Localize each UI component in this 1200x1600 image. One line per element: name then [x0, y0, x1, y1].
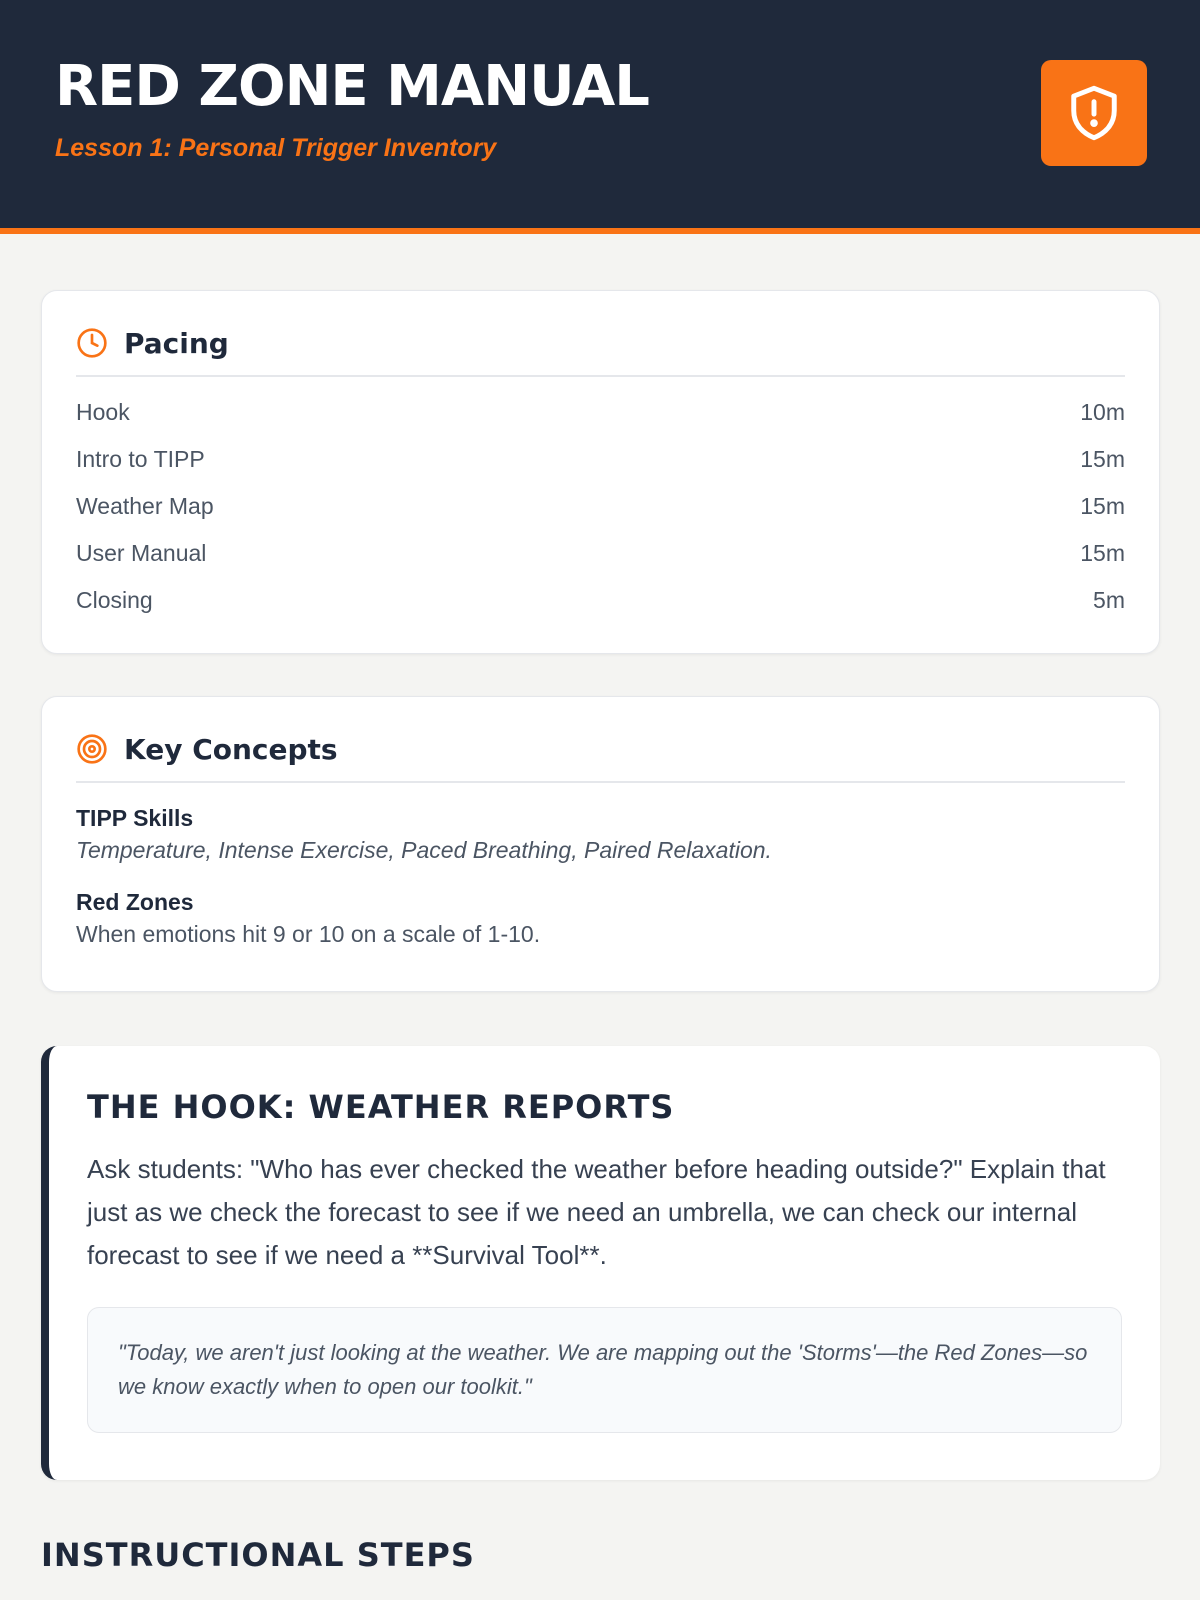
pacing-item-label: Closing — [76, 587, 153, 613]
pacing-item-label: User Manual — [76, 540, 207, 566]
concept-term: TIPP Skills — [76, 805, 194, 831]
pacing-item-time: 15m — [1080, 446, 1125, 472]
divider — [76, 781, 1125, 783]
key-concepts-card — [41, 696, 1160, 992]
list-item — [76, 577, 1125, 624]
concepts-header — [76, 731, 1125, 767]
target-icon — [76, 732, 110, 766]
list-item — [76, 389, 1125, 436]
concept-definition: When emotions hit 9 or 10 on a scale of 1-10. — [76, 921, 541, 947]
pacing-item-label: Weather Map — [76, 493, 214, 519]
pacing-item-time: 15m — [1080, 540, 1125, 566]
shield-alert-icon — [1067, 83, 1121, 143]
pacing-item-label: Intro to TIPP — [76, 446, 205, 472]
concept-item — [76, 887, 1125, 951]
concept-definition: Temperature, Intense Exercise, Paced Breathing, Paired Relaxation. — [76, 837, 772, 863]
divider — [76, 375, 1125, 377]
concept-term: Red Zones — [76, 889, 194, 915]
main-content — [0, 234, 1200, 1574]
pacing-item-time: 10m — [1080, 399, 1125, 425]
pacing-item-time: 15m — [1080, 493, 1125, 519]
hook-title: THE HOOK: WEATHER REPORTS — [87, 1088, 675, 1126]
hook-quote: "Today, we aren't just looking at the weather. We are mapping out the 'Storms'—the Red Zones—so we know exactly when to open our toolkit." — [87, 1307, 1122, 1433]
pacing-header — [76, 325, 1125, 361]
hook-card — [41, 1046, 1160, 1480]
list-item — [76, 530, 1125, 577]
concepts-title: Key Concepts — [124, 732, 338, 766]
shield-badge — [1041, 60, 1147, 166]
pacing-item-time: 5m — [1093, 587, 1125, 613]
instructional-steps-heading: INSTRUCTIONAL STEPS — [41, 1536, 475, 1574]
concept-item — [76, 803, 1125, 867]
lesson-subtitle: Lesson 1: Personal Trigger Inventory — [55, 134, 497, 162]
pacing-item-label: Hook — [76, 399, 130, 425]
page-title: RED ZONE MANUAL — [55, 54, 649, 119]
list-item — [76, 436, 1125, 483]
clock-icon — [76, 326, 110, 360]
hook-body: Ask students: "Who has ever checked the weather before heading outside?" Explain that just as we check the forecast to see if we need an umbrella, we can check our internal forecast to see if we need a **Survival Tool**. — [87, 1154, 1106, 1270]
pacing-title: Pacing — [124, 326, 229, 360]
pacing-list — [76, 389, 1125, 624]
page-header — [0, 0, 1200, 234]
pacing-card — [41, 290, 1160, 654]
list-item — [76, 483, 1125, 530]
